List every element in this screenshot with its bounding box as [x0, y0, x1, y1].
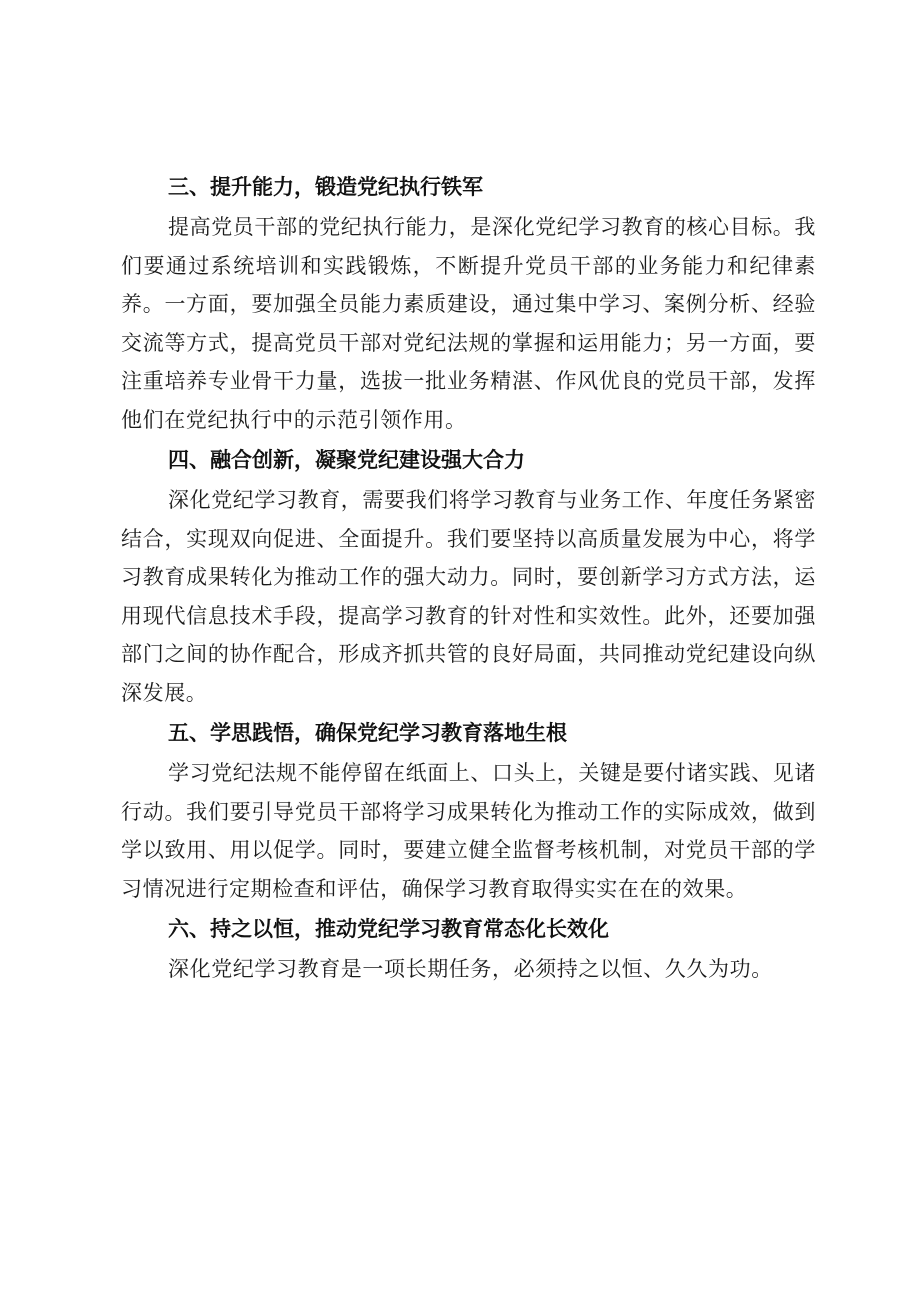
section-paragraph: 深化党纪学习教育是一项长期任务，必须持之以恒、久久为功。	[168, 957, 773, 981]
section-6	[121, 908, 816, 989]
section-paragraph: 学习党纪法规不能停留在纸面上、口头上，关键是要付诸实践、见诸行动。我们要引导党员干部将学习成果转化为推动工作的实际成效，做到学以致用、用以促学。同时，要建立健全监督考核机制，对党员干部的学习情况进行定期检查和评估，确保学习教育取得实实在在的效果。	[121, 761, 816, 901]
section-3	[121, 166, 816, 439]
section-heading: 三、提升能力，锻造党纪执行铁军	[168, 175, 483, 199]
document-body	[121, 166, 816, 989]
section-paragraph: 深化党纪学习教育，需要我们将学习教育与业务工作、年度任务紧密结合，实现双向促进、全面提升。我们要坚持以高质量发展为中心，将学习教育成果转化为推动工作的强大动力。同时，要创新学习方式方法，运用现代信息技术手段，提高学习教育的针对性和实效性。此外，还要加强部门之间的协作配合，形成齐抓共管的良好局面，共同推动党纪建设向纵深发展。	[121, 488, 816, 705]
section-heading: 四、融合创新，凝聚党纪建设强大合力	[168, 448, 525, 472]
section-4	[121, 439, 816, 712]
section-paragraph: 提高党员干部的党纪执行能力，是深化党纪学习教育的核心目标。我们要通过系统培训和实践锻炼，不断提升党员干部的业务能力和纪律素养。一方面，要加强全员能力素质建设，通过集中学习、案例分析、经验交流等方式，提高党员干部对党纪法规的掌握和运用能力；另一方面，要注重培养专业骨干力量，选拔一批业务精湛、作风优良的党员干部，发挥他们在党纪执行中的示范引领作用。	[121, 215, 816, 432]
section-5	[121, 712, 816, 908]
section-heading: 五、学思践悟，确保党纪学习教育落地生根	[168, 721, 567, 745]
section-heading: 六、持之以恒，推动党纪学习教育常态化长效化	[168, 917, 609, 941]
